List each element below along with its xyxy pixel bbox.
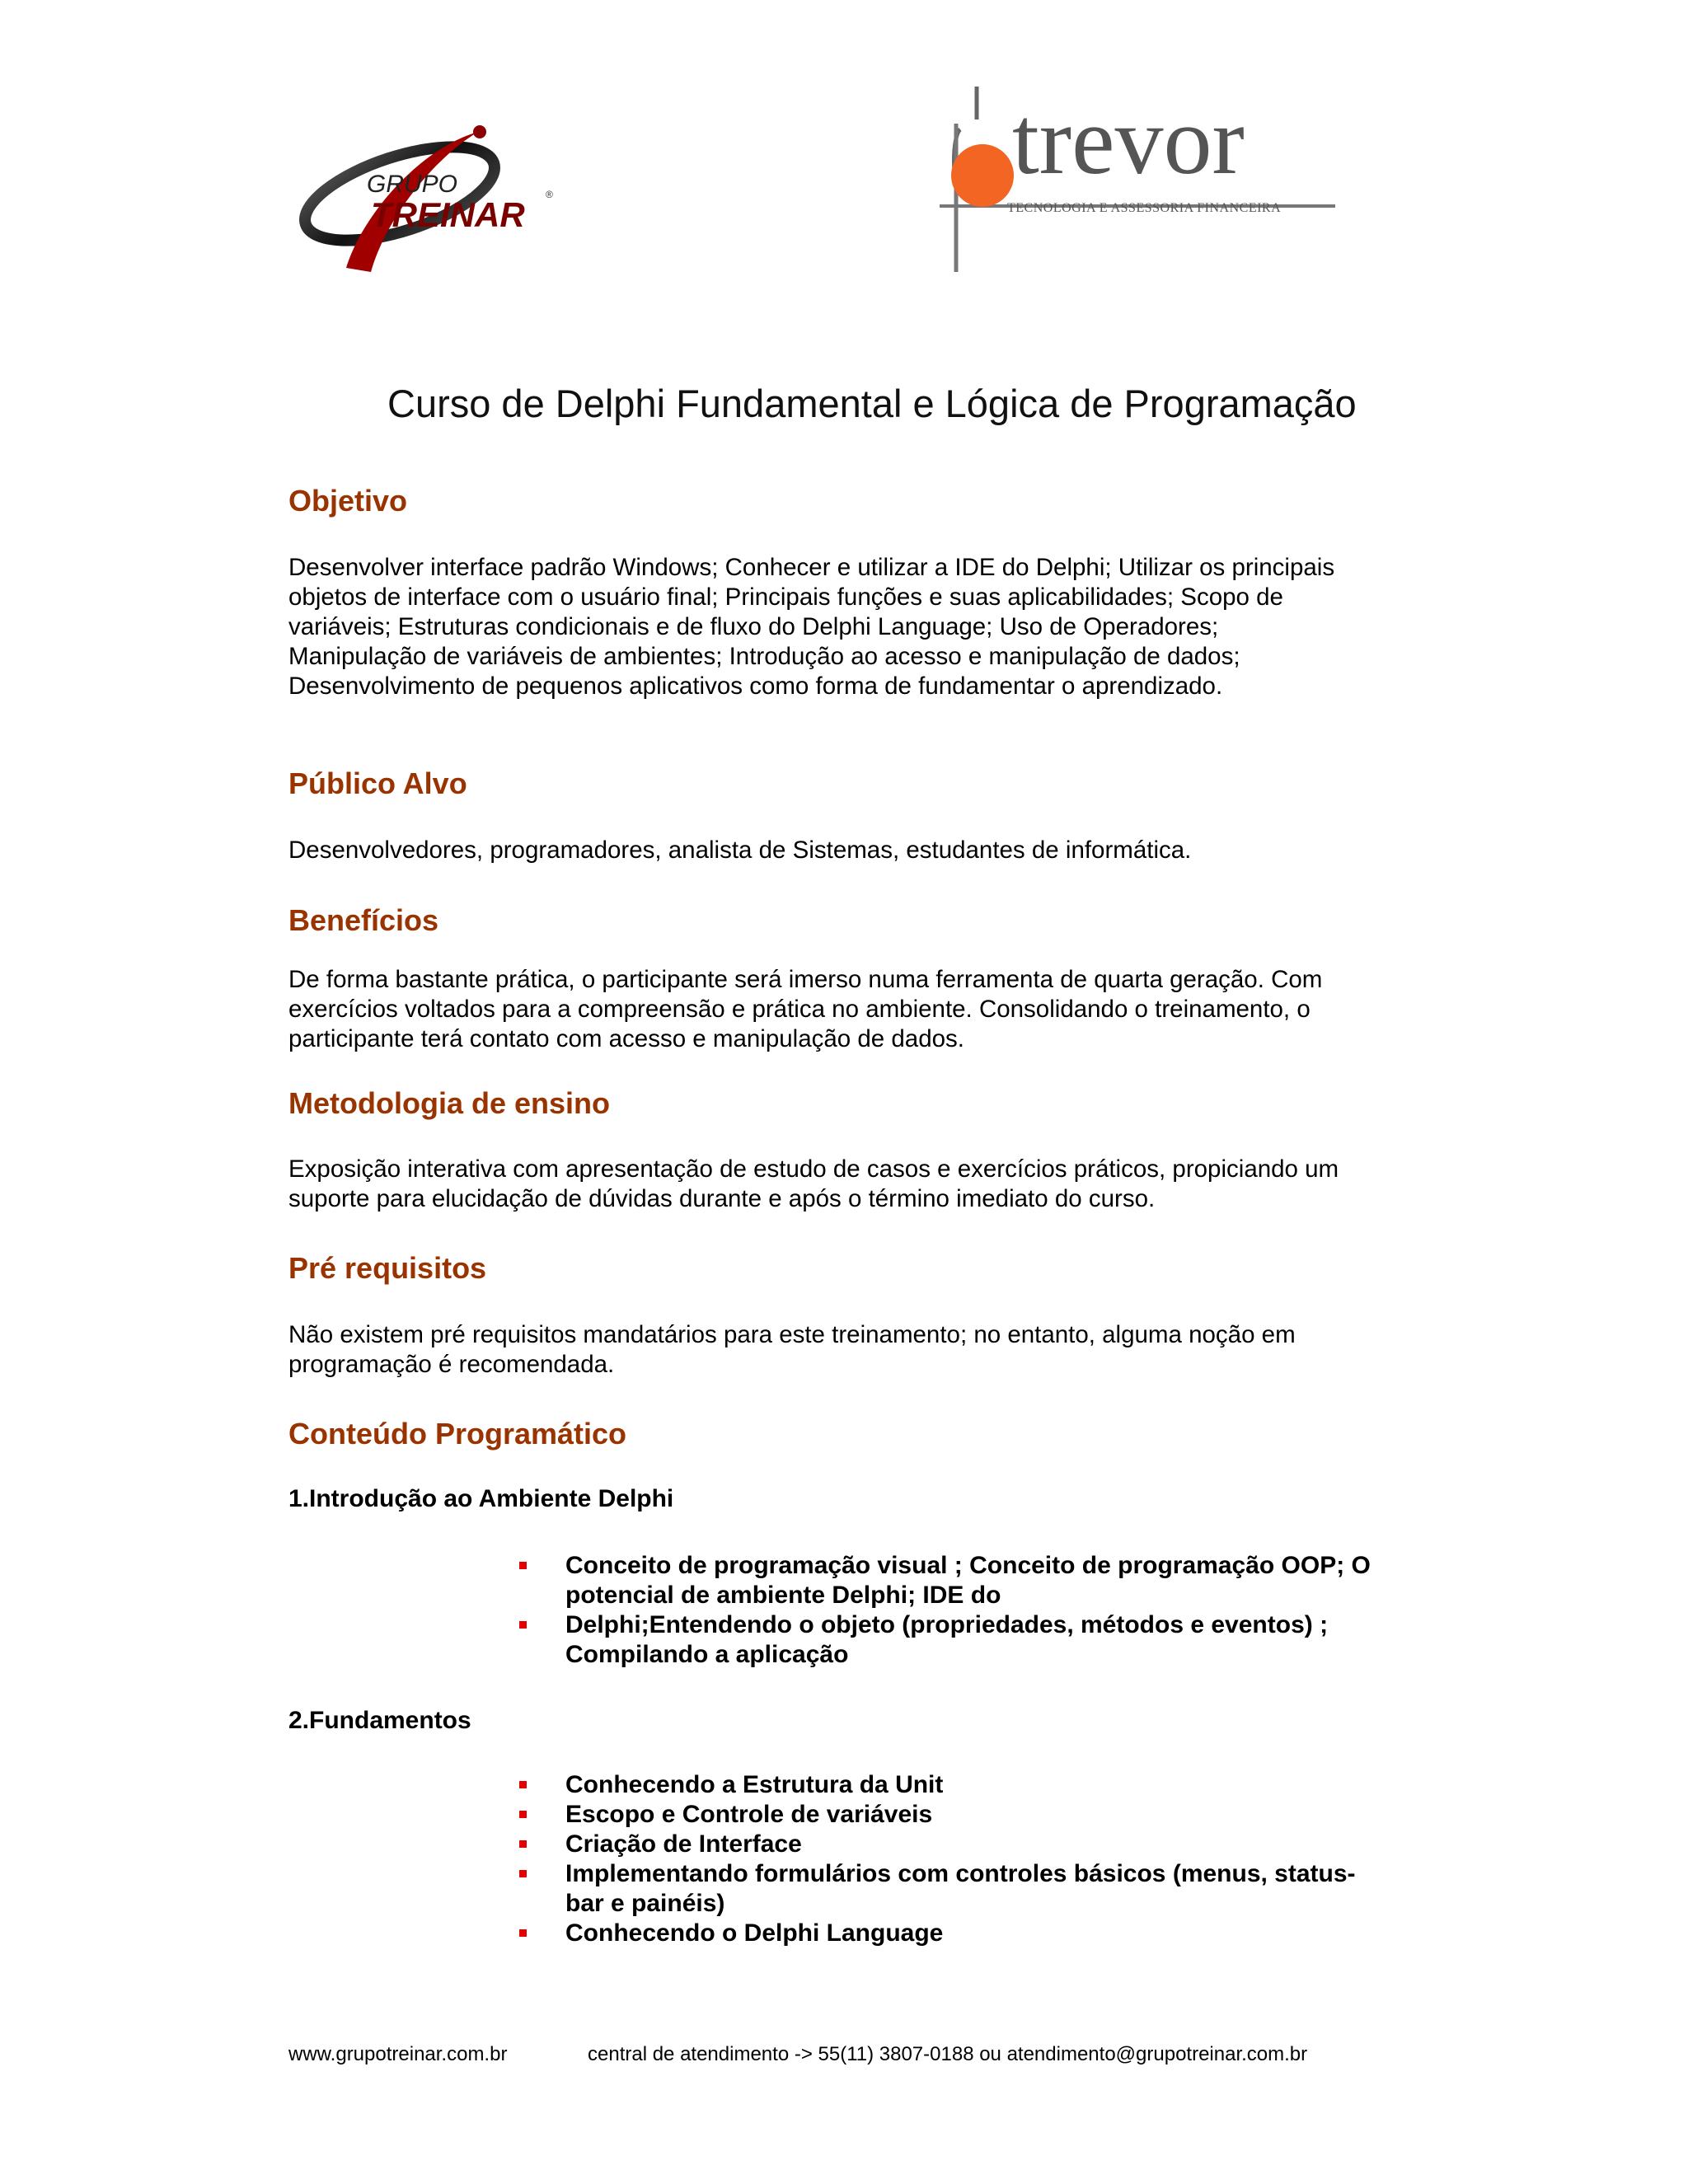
square-bullet-icon (519, 1621, 527, 1629)
registered-mark: ® (546, 189, 553, 200)
list-item-line: Conhecendo o Delphi Language (565, 1919, 944, 1947)
text-line: exercícios voltados para a compreensão e prática no ambiente. Consolidando o treinamento, o (288, 996, 1311, 1023)
text-line: programação é recomendada. (288, 1351, 615, 1378)
list-item-line: Escopo e Controle de variáveis (565, 1801, 933, 1828)
heading-objetivo: Objetivo (288, 484, 408, 518)
square-bullet-icon (519, 1840, 527, 1848)
list-item-line: potencial de ambiente Delphi; IDE do (565, 1582, 1001, 1609)
trevor-logo (915, 78, 1343, 276)
logo-text-trevor: trevor (1012, 87, 1245, 194)
heading-beneficios: Benefícios (288, 903, 439, 937)
heading-pre-requisitos: Pré requisitos (288, 1251, 487, 1285)
list-item-line: Conhecendo a Estrutura da Unit (565, 1771, 944, 1798)
list-item (519, 1859, 1434, 1919)
module-title: 1.Introdução ao Ambiente Delphi (288, 1485, 674, 1512)
list-item (519, 1610, 1434, 1670)
list-item-line: Criação de Interface (565, 1830, 802, 1858)
document-title: Curso de Delphi Fundamental e Lógica de Programação (387, 382, 1357, 425)
list-item-line: Implementando formulários com controles básicos (menus, status- (565, 1860, 1356, 1887)
text-line: suporte para elucidação de dúvidas durante e após o término imediato do curso. (288, 1185, 1156, 1212)
list-item (519, 1551, 1434, 1610)
text-line: participante terá contato com acesso e manipulação de dados. (288, 1025, 964, 1052)
list-item-line: Compilando a aplicação (565, 1641, 849, 1668)
text-line: Não existem pré requisitos mandatários para este treinamento; no entanto, alguma noção em (288, 1321, 1296, 1348)
grupo-treinar-logo (288, 115, 569, 280)
module-2-list (519, 1770, 1434, 1948)
footer-website[interactable]: www.grupotreinar.com.br (288, 2043, 508, 2065)
text-line: Exposição interativa com apresentação de estudo de casos e exercícios práticos, propiciando um (288, 1155, 1339, 1183)
module-1-list (519, 1551, 1434, 1670)
paragraph-pre-requisitos (288, 1320, 1434, 1380)
module-title: 2.Fundamentos (288, 1707, 471, 1734)
paragraph-publico-alvo (288, 836, 1434, 865)
square-bullet-icon (519, 1811, 527, 1818)
list-item (519, 1919, 1434, 1948)
text-line: Desenvolvimento de pequenos aplicativos como forma de fundamentar o aprendizado. (288, 673, 1223, 700)
square-bullet-icon (519, 1929, 527, 1937)
list-item-line: Delphi;Entendendo o objeto (propriedades, métodos e eventos) ; (565, 1611, 1329, 1638)
list-item (519, 1770, 1434, 1800)
square-bullet-icon (519, 1781, 527, 1788)
paragraph-objetivo (288, 553, 1434, 701)
paragraph-beneficios (288, 965, 1434, 1054)
heading-publico-alvo: Público Alvo (288, 766, 467, 800)
list-item (519, 1800, 1434, 1830)
text-line: Desenvolvedores, programadores, analista de Sistemas, estudantes de informática. (288, 837, 1192, 864)
square-bullet-icon (519, 1562, 527, 1569)
text-line: objetos de interface com o usuário final; Principais funções e suas aplicabilidades; Scopo de (288, 583, 1283, 611)
text-line: Desenvolver interface padrão Windows; Conhecer e utilizar a IDE do Delphi; Utilizar os principais (288, 554, 1335, 581)
list-item-line: bar e painéis) (565, 1890, 725, 1917)
footer-contact: central de atendimento -> 55(11) 3807-0188 ou atendimento@grupotreinar.com.br (588, 2043, 1308, 2065)
heading-conteudo-programatico: Conteúdo Programático (288, 1417, 627, 1451)
logo-text-treinar: TREINAR (371, 195, 525, 234)
text-line: De forma bastante prática, o participante será imerso numa ferramenta de quarta geração. Com (288, 966, 1323, 993)
text-line: Manipulação de variáveis de ambientes; Introdução ao acesso e manipulação de dados; (288, 643, 1240, 670)
heading-metodologia: Metodologia de ensino (288, 1086, 611, 1120)
square-bullet-icon (519, 1870, 527, 1877)
list-item (519, 1830, 1434, 1859)
list-item-line: Conceito de programação visual ; Conceito de programação OOP; O (565, 1552, 1371, 1579)
text-line: variáveis; Estruturas condicionais e de fluxo do Delphi Language; Uso de Operadores; (288, 613, 1219, 640)
logo-tagline: TECNOLOGIA E ASSESSORIA FINANCEIRA (1007, 201, 1282, 215)
paragraph-metodologia (288, 1155, 1434, 1214)
logo-text-grupo: GRUPO (367, 171, 458, 198)
